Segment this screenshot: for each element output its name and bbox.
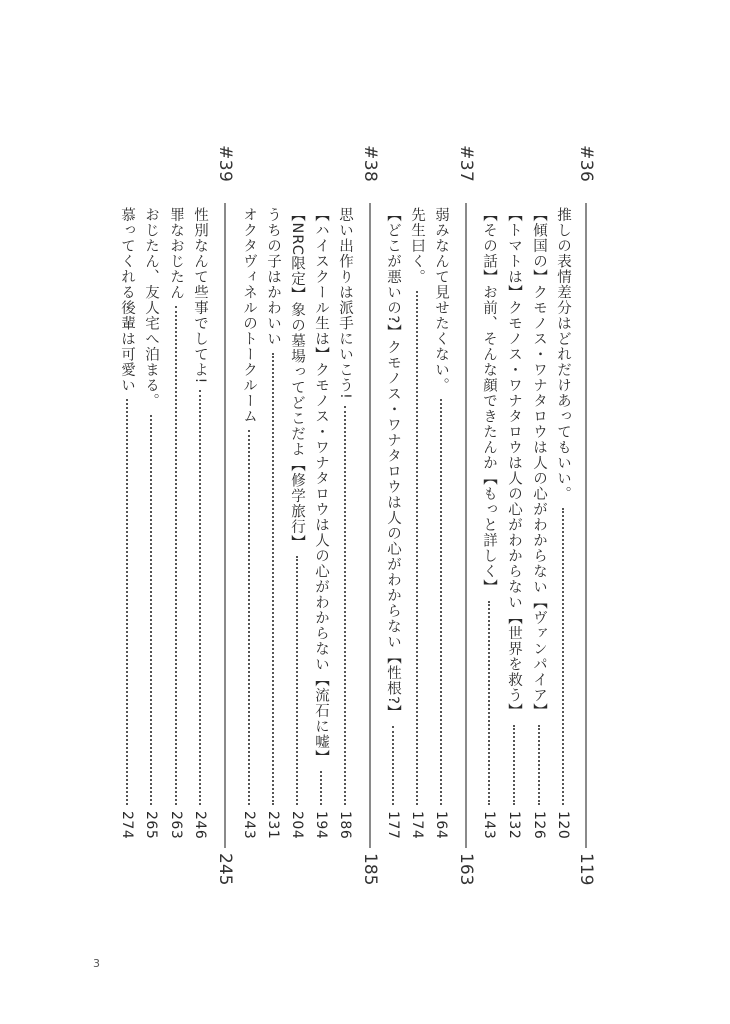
toc-entry[interactable] — [407, 207, 427, 839]
entry-title: 罪なおじたん — [168, 207, 184, 300]
dot-leader — [265, 347, 281, 807]
dot-leader — [385, 720, 401, 806]
entry-page-number: 231 — [265, 810, 281, 839]
entry-page-number: 263 — [168, 810, 184, 839]
toc-entry[interactable] — [553, 207, 573, 839]
entry-page-number: 246 — [192, 810, 208, 839]
dot-leader — [313, 765, 329, 807]
toc-entry[interactable] — [263, 207, 283, 839]
entry-title: 【NRC限定】象の墓場ってどこだよ【修学旅行】 — [289, 207, 305, 551]
page-number-folio: 3 — [93, 957, 100, 970]
entry-page-number: 177 — [385, 810, 401, 839]
entry-page-number: 243 — [241, 810, 257, 839]
toc-entry[interactable] — [190, 207, 210, 839]
section-start-page: 245 — [215, 853, 235, 886]
dot-leader — [337, 400, 353, 807]
section-heading: #39 — [215, 145, 235, 183]
section-heading: #37 — [456, 145, 476, 183]
entry-title: 弱みなんて見せたくない。 — [433, 207, 449, 393]
dot-leader — [119, 393, 135, 807]
entry-title: 思い出作りは派手にいこう! — [337, 207, 353, 400]
toc-entry[interactable] — [529, 207, 549, 839]
dot-leader — [168, 300, 184, 807]
toc-entry[interactable] — [141, 207, 161, 839]
entry-title: 慕ってくれる後輩は可愛い — [119, 207, 135, 393]
entry-page-number: 143 — [481, 810, 497, 839]
dot-leader — [555, 502, 571, 807]
dot-leader — [531, 719, 547, 807]
entry-page-number: 132 — [506, 810, 522, 839]
section-start-page: 163 — [456, 853, 476, 886]
entry-page-number: 126 — [531, 810, 547, 839]
entry-title: 【ハイスクール生は】クモノス・ワナタロウは人の心がわからない【流石に嘘】 — [313, 207, 329, 765]
dot-leader — [506, 719, 522, 807]
entry-title: おじたん、友人宅へ泊まる。 — [143, 207, 159, 409]
toc-entry[interactable] — [166, 207, 186, 839]
dot-leader — [409, 285, 425, 807]
section-heading: #38 — [360, 145, 380, 183]
entry-title: うちの子はかわいい — [265, 207, 281, 347]
entry-title: 推しの表情差分はどれだけあってもいい。 — [555, 207, 571, 502]
entry-page-number: 265 — [143, 810, 159, 839]
entry-page-number: 204 — [289, 810, 305, 839]
section-heading: #36 — [576, 145, 596, 183]
section-rule — [465, 203, 467, 848]
entry-page-number: 164 — [433, 810, 449, 839]
dot-leader — [289, 550, 305, 806]
entry-title: 性別なんて些事でしてよ! — [192, 207, 208, 385]
toc-entry[interactable] — [311, 207, 331, 839]
entry-title: 【その話】お前、そんな顔できたんか【もっと詳しく】 — [481, 207, 497, 595]
entry-title: 【傾国の】クモノス・ワナタロウは人の心がわからない【ヴァンパイア】 — [531, 207, 547, 719]
section-rule — [585, 203, 587, 848]
toc-entry[interactable] — [479, 207, 499, 839]
toc-entry[interactable] — [504, 207, 524, 839]
dot-leader — [481, 595, 497, 807]
entry-page-number: 274 — [119, 810, 135, 839]
entry-title: オクタヴィネルのトークルーム — [241, 207, 257, 424]
toc-entry[interactable] — [431, 207, 451, 839]
entry-title: 先生曰く。 — [409, 207, 425, 285]
toc-entry[interactable] — [287, 207, 307, 839]
entry-title: 【トマトは】クモノス・ワナタロウは人の心がわからない【世界を救う】 — [506, 207, 522, 719]
dot-leader — [143, 409, 159, 807]
section-rule — [224, 203, 226, 848]
section-start-page: 119 — [576, 853, 596, 886]
entry-page-number: 194 — [313, 810, 329, 839]
dot-leader — [433, 393, 449, 807]
toc-entry[interactable] — [335, 207, 355, 839]
dot-leader — [241, 424, 257, 807]
entry-page-number: 186 — [337, 810, 353, 839]
entry-title: 【どこが悪いの?】クモノス・ワナタロウは人の心がわからない【性根?】 — [385, 207, 401, 721]
section-start-page: 185 — [360, 853, 380, 886]
section-rule — [369, 203, 371, 848]
toc-entry[interactable] — [117, 207, 137, 839]
dot-leader — [192, 384, 208, 806]
entry-page-number: 174 — [409, 810, 425, 839]
entry-page-number: 120 — [555, 810, 571, 839]
toc-entry[interactable] — [239, 207, 259, 839]
toc-entry[interactable] — [383, 207, 403, 839]
